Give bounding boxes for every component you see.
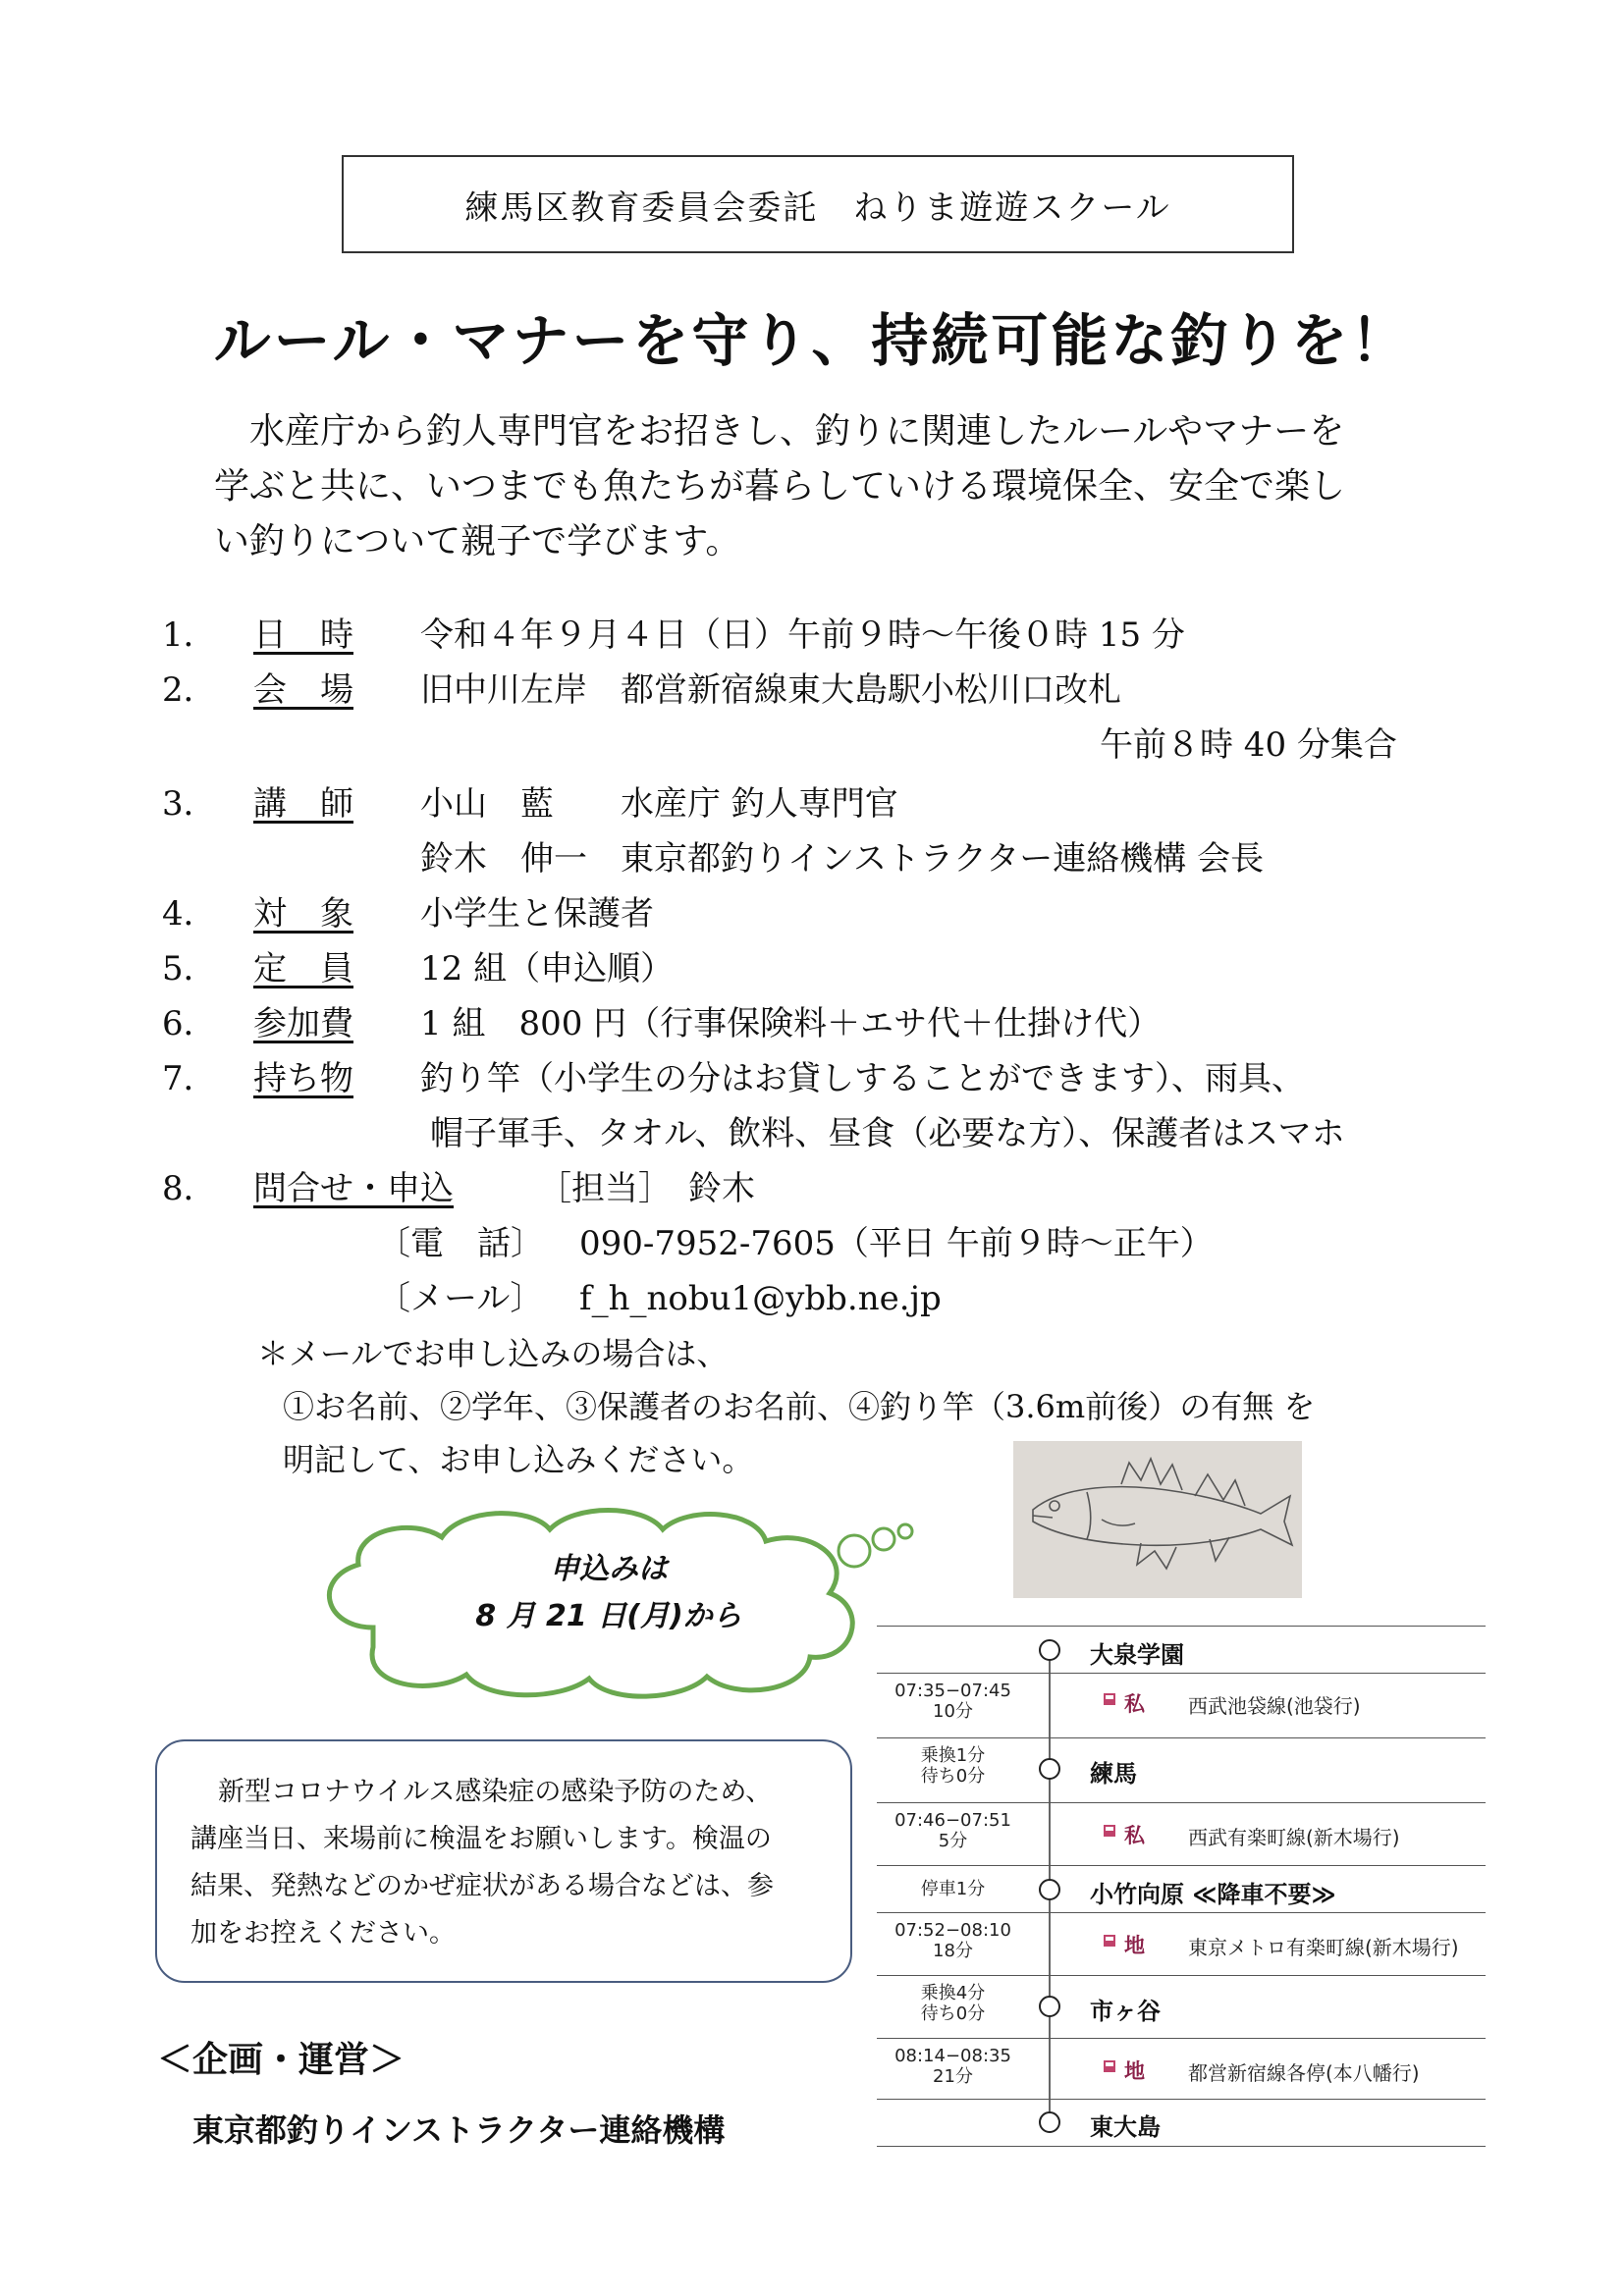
item-number: 7． [162,1059,217,1098]
rail-icon [1103,2059,1116,2073]
mail-note-line: 明記して、お申し込みください。 [283,1441,754,1478]
item-label-capacity: 定 員 [253,949,353,988]
route-divider [877,1673,1486,1674]
cloud-line: 申込みは [550,1552,668,1586]
transfer-wait: 待ち0分 [920,2003,986,2024]
segment-time: 07:52−08:10 [894,1920,1011,1941]
item-number: 8． [162,1169,217,1208]
line-operator-type: 地 [1124,2059,1145,2083]
station-name: 市ヶ谷 [1090,1998,1161,2025]
transit-route-diagram [877,1626,1486,2156]
item-value-belongings: 釣り竿（小学生の分はお貸しすることができます）、雨具、 [420,1059,1305,1098]
notice-line: 講座当日、来場前に検温をお願いします。検温の [190,1824,772,1854]
item-value-target: 小学生と保護者 [420,894,654,934]
covid-notice-box [155,1739,852,1983]
phone-number[interactable]: 090-7952-7605（平日 午前９時〜正午） [579,1224,1214,1263]
transfer-time: 乗換4分 [920,1983,986,2003]
segment-time: 07:35−07:45 [894,1681,1011,1701]
mail-address-link[interactable]: f_h_nobu1@ybb.ne.jp [579,1279,942,1318]
rail-icon [1103,1824,1116,1838]
transfer-time: 乗換1分 [920,1745,986,1766]
organizer-name: 東京都釣りインストラクター連絡機構 [192,2111,726,2149]
train-line-name: 西武有楽町線(新木場行) [1188,1826,1400,1849]
station-marker-icon [1039,1879,1060,1900]
mail-note-line: ①お名前、②学年、③保護者のお名前、④釣り竿（3.6m前後）の有無 を [283,1388,1316,1425]
fish-drawing-image [1013,1441,1302,1598]
application-date-text [412,1546,805,1640]
intro-line: 水産庁から釣人専門官をお招きし、釣りに関連したルールやマナーを [249,411,1345,452]
train-line-name: 都営新宿線各停(本八幡行) [1188,2061,1420,2085]
station-name: 練馬 [1090,1760,1137,1788]
mail-label: 〔メール〕 [377,1279,544,1318]
item-value-belongings-2: 帽子軍手、タオル、飲料、昼食（必要な方）、保護者はスマホ [430,1114,1345,1153]
station-marker-icon [1039,1639,1060,1661]
route-divider [877,1975,1486,1976]
item-label-fee: 参加費 [253,1004,353,1043]
item-label-target: 対 象 [253,894,353,934]
notice-line: 加をお控えください。 [190,1918,456,1949]
route-divider [877,1802,1486,1803]
station-marker-icon [1039,2111,1060,2133]
item-value-instructor: 小山 藍 水産庁 釣人専門官 [420,784,898,824]
mail-note-line: ＊メールでお申し込みの場合は、 [257,1335,729,1372]
route-divider [877,1737,1486,1738]
item-number: 4． [162,894,217,934]
item-number: 1． [162,615,217,655]
item-label-datetime: 日 時 [253,615,353,655]
train-line-name: 東京メトロ有楽町線(新木場行) [1188,1936,1459,1959]
item-number: 2． [162,670,217,710]
station-name: 小竹向原 ≪降車不要≫ [1090,1881,1336,1908]
intro-line: 学ぶと共に、いつまでも魚たちが暮らしていける環境保全、安全で楽し [214,466,1346,507]
segment-time: 08:14−08:35 [894,2046,1011,2066]
route-divider [877,2099,1486,2100]
transfer-wait: 待ち0分 [920,1766,986,1787]
station-marker-icon [1039,1996,1060,2017]
item-label-instructor: 講 師 [253,784,353,824]
page-title: ルール・マナーを守り、持続可能な釣りを！ [213,307,1411,374]
station-name: 東大島 [1090,2113,1161,2141]
route-divider [877,1626,1486,1627]
organizer-heading: ＜企画・運営＞ [157,2040,406,2080]
fish-sketch-icon [1013,1441,1302,1598]
program-header: 練馬区教育委員会委託 ねりま遊遊スクール [342,155,1294,253]
item-value-fee: 1 組 800 円（行事保険料＋エサ代＋仕掛け代） [420,1004,1162,1043]
segment-duration: 10分 [933,1701,973,1722]
item-value-capacity: 12 組（申込順） [420,949,675,988]
item-value-datetime: 令和４年９月４日（日）午前９時〜午後０時 15 分 [420,615,1185,655]
item-value-contact-person: ［担当］ 鈴木 [538,1169,755,1208]
notice-line: 新型コロナウイルス感染症の感染予防のため、 [218,1777,773,1807]
rail-icon [1103,1934,1116,1948]
route-divider [877,2038,1486,2039]
segment-duration: 5分 [938,1831,968,1851]
line-operator-type: 地 [1124,1934,1145,1957]
item-label-belongings: 持ち物 [253,1059,353,1098]
route-divider [877,1865,1486,1866]
item-number: 6． [162,1004,217,1043]
cloud-line: 8 月 21 日(月)から [475,1599,742,1633]
item-label-contact: 問合せ・申込 [253,1169,454,1208]
rail-icon [1103,1692,1116,1706]
item-number: 5． [162,949,217,988]
route-divider [877,1912,1486,1913]
item-value-assembly-time: 午前８時 40 分集合 [1100,725,1397,765]
line-operator-type: 私 [1124,1692,1145,1716]
segment-duration: 21分 [933,2066,973,2087]
train-line-name: 西武池袋線(池袋行) [1188,1694,1361,1718]
intro-line: い釣りについて親子で学びます。 [214,521,741,561]
intro-paragraph [214,404,1441,569]
phone-label: 〔電 話〕 [377,1224,544,1263]
item-value-instructor-2: 鈴木 伸一 東京都釣りインストラクター連絡機構 会長 [420,839,1265,879]
segment-time: 07:46−07:51 [894,1810,1011,1831]
segment-duration: 18分 [933,1941,973,1961]
station-marker-icon [1039,1758,1060,1780]
item-number: 3． [162,784,217,824]
item-label-venue: 会 場 [253,670,353,710]
item-value-venue: 旧中川左岸 都営新宿線東大島駅小松川口改札 [420,670,1121,710]
line-operator-type: 私 [1124,1824,1145,1847]
route-divider [877,2146,1486,2147]
notice-line: 結果、発熱などのかぜ症状がある場合などは、参 [190,1871,774,1901]
station-name: 大泉学園 [1090,1641,1184,1669]
stop-time: 停車1分 [920,1879,986,1899]
